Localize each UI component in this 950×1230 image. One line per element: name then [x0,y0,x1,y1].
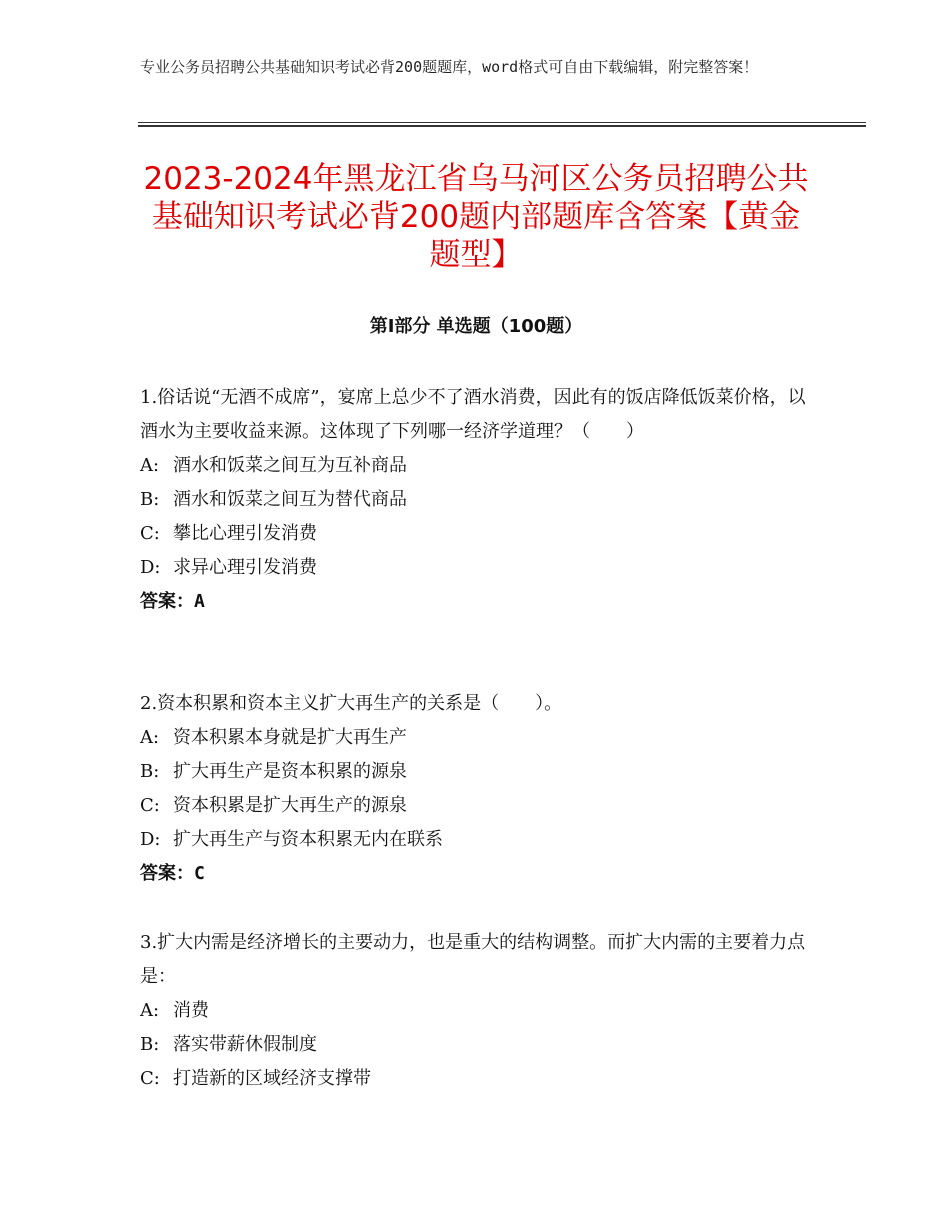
option-text: 攀比心理引发消费 [173,523,317,544]
question-2 [140,687,810,891]
option-letter: B: [140,489,160,510]
answer-line: 答案：A [140,591,205,612]
option-text: 酒水和饭菜之间互为替代商品 [173,489,407,510]
option-d [140,823,810,857]
option-b [140,1028,810,1062]
option-a [140,994,810,1028]
option-a [140,449,810,483]
option-text: 资本积累本身就是扩大再生产 [173,727,407,748]
option-c [140,789,810,823]
option-b [140,755,810,789]
option-letter: C: [140,795,160,816]
section-title: 第Ⅰ部分 单选题（100题） [369,316,583,337]
option-text: 落实带薪休假制度 [173,1034,317,1055]
header-divider-thin [138,122,866,123]
header-note: 专业公务员招聘公共基础知识考试必背200题题库，word格式可自由下载编辑，附完整答案！ [140,58,759,76]
answer-line: 答案：C [140,863,205,884]
option-text: 求异心理引发消费 [173,557,317,578]
question-stem: 2.资本积累和资本主义扩大再生产的关系是（ ）。 [140,693,563,714]
option-letter: D: [140,557,161,578]
option-text: 资本积累是扩大再生产的源泉 [173,795,407,816]
option-letter: A: [140,455,160,476]
option-letter: C: [140,1068,160,1089]
document-title: 2023-2024年黑龙江省乌马河区公务员招聘公共基础知识考试必背200题内部题库含答案【黄金题型】 [143,161,809,273]
option-letter: D: [140,829,161,850]
question-1 [140,381,810,619]
question-stem: 3.扩大内需是经济增长的主要动力，也是重大的结构调整。而扩大内需的主要着力点是： [140,932,806,987]
option-text: 扩大再生产是资本积累的源泉 [173,761,407,782]
question-stem: 1.俗话说“无酒不成席”，宴席上总少不了酒水消费，因此有的饭店降低饭菜价格，以酒水为主要收益来源。这体现了下列哪一经济学道理？（ ） [140,387,806,442]
option-b [140,483,810,517]
option-d [140,551,810,585]
option-letter: B: [140,761,160,782]
header-divider-thick [138,125,866,127]
option-text: 酒水和饭菜之间互为互补商品 [173,455,407,476]
option-c [140,1062,810,1096]
option-letter: A: [140,727,160,748]
option-text: 打造新的区域经济支撑带 [173,1068,371,1089]
option-c [140,517,810,551]
option-a [140,721,810,755]
option-letter: C: [140,523,160,544]
option-text: 扩大再生产与资本积累无内在联系 [173,829,443,850]
option-letter: B: [140,1034,160,1055]
question-3 [140,926,810,1096]
option-text: 消费 [173,1000,209,1021]
option-letter: A: [140,1000,160,1021]
